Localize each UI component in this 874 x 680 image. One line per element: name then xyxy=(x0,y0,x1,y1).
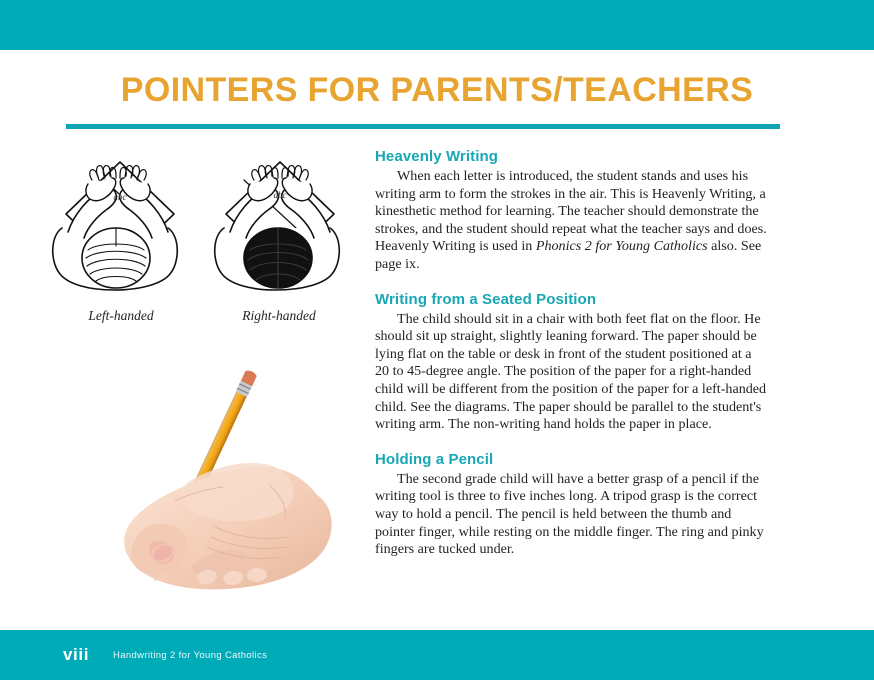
figure-left-handed xyxy=(44,150,194,300)
pencil-grasp-photo xyxy=(55,355,355,605)
section-paragraph: The second grade child will have a better grasp of a pencil if the writing tool is three to five inches long. A tripod grasp is the correct way to hold a pencil. The pencil is held between the thumb and pointer finger, while resting on the middle finger. The ring and pinky fingers are tucked under. xyxy=(375,470,764,558)
section-writing-from-seated-position xyxy=(375,291,767,434)
section-heading: Holding a Pencil xyxy=(375,450,494,468)
section-heading: Heavenly Writing xyxy=(375,148,499,165)
caption-right-handed: Right-handed xyxy=(242,308,316,323)
header-band xyxy=(0,0,874,50)
posture-diagrams xyxy=(40,150,360,300)
paragraph-text-run: When each letter is introduced, the student stands and uses his writing arm to form the strokes in the air. This is Heavenly Writing, a kinesthetic method for learning. The teacher should demonstrate the strokes, and the student should repeat what the teacher says and does. Heavenly Writing is used in xyxy=(375,168,767,255)
svg-text:abc: abc xyxy=(273,190,287,200)
hand-holding-pencil-photo xyxy=(55,355,355,605)
svg-text:abc: abc xyxy=(113,192,127,202)
page-number: viii xyxy=(63,645,90,664)
title-divider-rule xyxy=(66,124,780,129)
section-holding-a-pencil xyxy=(375,451,767,559)
footer xyxy=(0,630,874,680)
figure-right-handed xyxy=(206,150,356,300)
section-heavenly-writing xyxy=(375,148,767,274)
section-heading: Writing from a Seated Position xyxy=(375,290,597,308)
left-figure-column xyxy=(40,150,360,324)
section-paragraph: The child should sit in a chair with both feet flat on the floor. He should sit up straight, slightly leaning forward. The paper should be lying flat on the table or desk in front of the student positioned at a 20 to 45-degree angle. The position of the paper for a right-handed child will be different from the position of the paper for a left-handed child. See the diagrams. The paper should be parallel to the student's writing arm. The non-writing hand holds the paper in place. xyxy=(375,310,767,433)
article-body-column xyxy=(375,148,767,559)
paragraph-text-run-2: also. See page ix. xyxy=(375,238,762,272)
child-writing-overhead-left-handed-icon xyxy=(44,150,194,300)
caption-left-handed: Left-handed xyxy=(88,308,154,323)
page-title: POINTERS FOR PARENTS/TEACHERS xyxy=(120,71,754,109)
child-writing-overhead-right-handed-icon xyxy=(206,150,356,300)
section-paragraph xyxy=(375,168,767,274)
paragraph-italic-run: Phonics 2 for Young Catholics xyxy=(535,238,708,255)
diagram-captions xyxy=(40,308,360,324)
running-title: Handwriting 2 for Young Catholics xyxy=(113,649,268,661)
